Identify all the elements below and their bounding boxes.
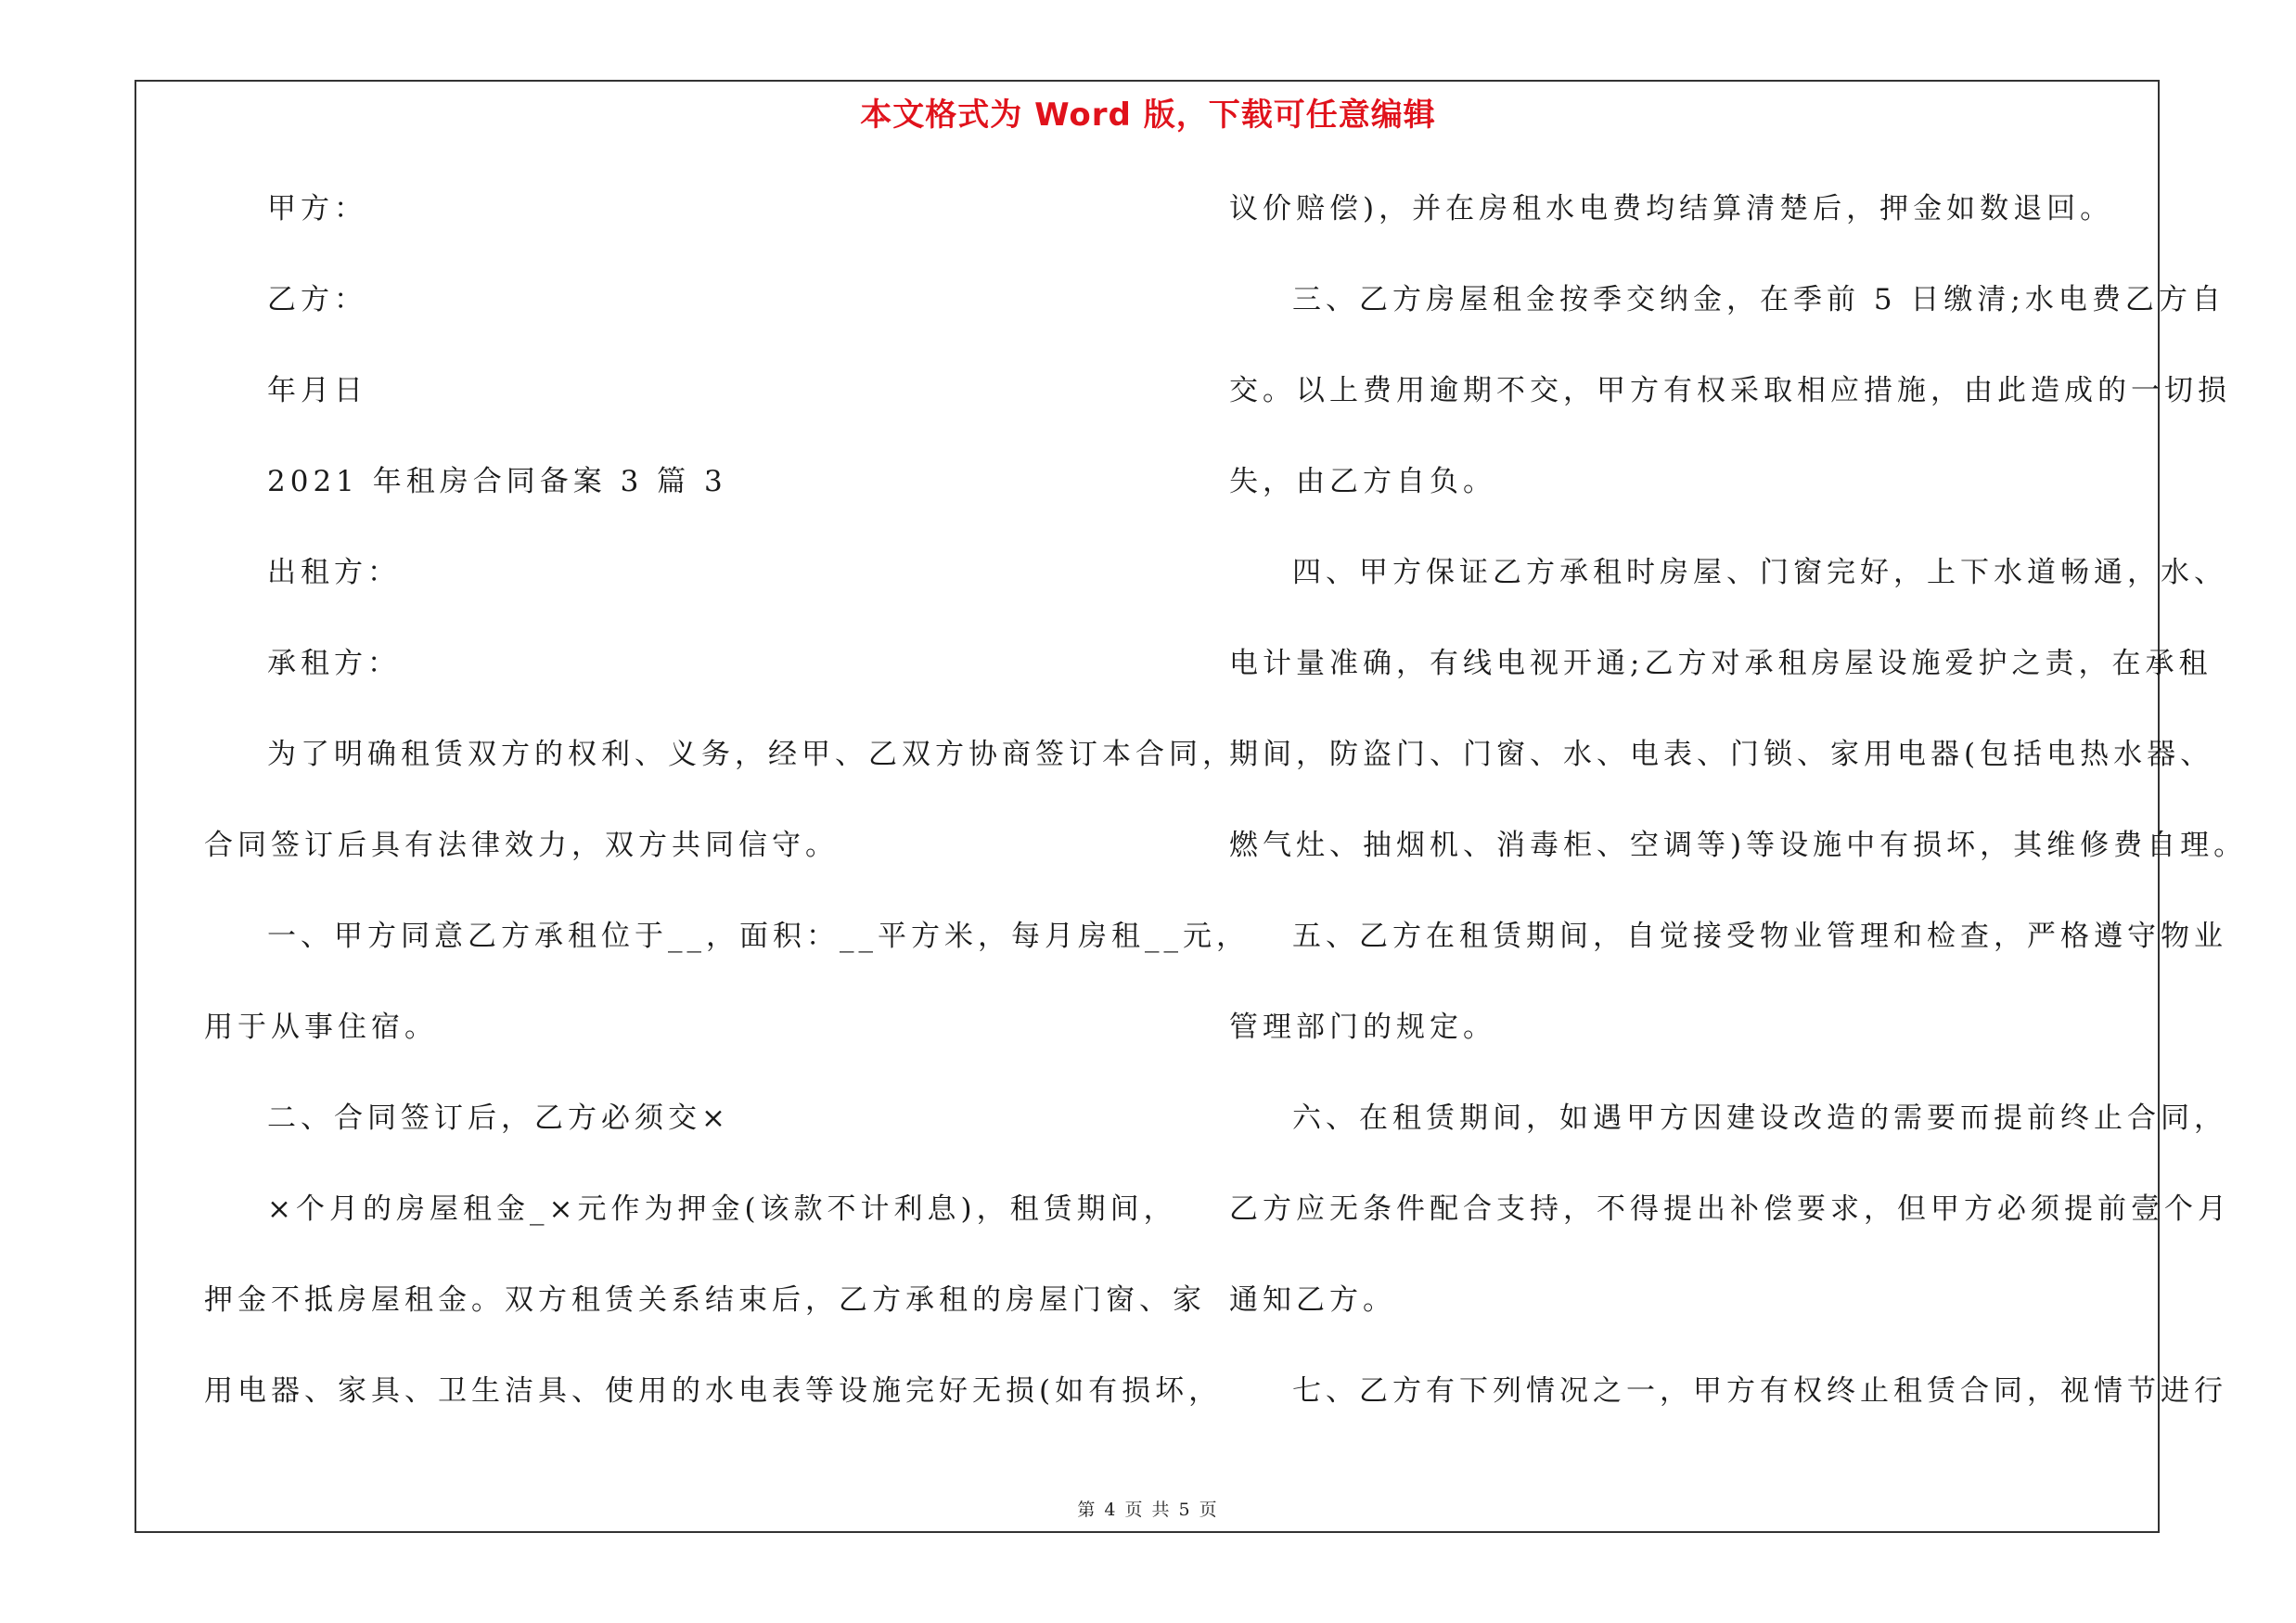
text-line: 七、乙方有下列情况之一，甲方有权终止租赁合同，视情节进行 bbox=[1292, 1374, 2227, 1408]
text-line: ×个月的房屋租金_×元作为押金(该款不计利息)，租赁期间， bbox=[267, 1192, 1177, 1226]
text-line: 四、甲方保证乙方承租时房屋、门窗完好，上下水道畅通，水、 bbox=[1292, 556, 2227, 589]
text-line: 失，由乙方自负。 bbox=[1229, 465, 1496, 498]
page-number: 第 4 页 共 5 页 bbox=[1077, 1500, 1219, 1520]
text-line: 六、在租赁期间，如遇甲方因建设改造的需要而提前终止合同， bbox=[1292, 1101, 2227, 1135]
text-line: 甲方： bbox=[267, 192, 367, 225]
header-banner: 本文格式为 Word 版，下载可任意编辑 bbox=[860, 97, 1436, 134]
text-line: 乙方： bbox=[267, 283, 367, 316]
text-line: 五、乙方在租赁期间，自觉接受物业管理和检查，严格遵守物业 bbox=[1292, 920, 2227, 953]
text-line: 用于从事住宿。 bbox=[204, 1011, 438, 1044]
text-line: 为了明确租赁双方的权利、义务，经甲、乙双方协商签订本合同， bbox=[267, 738, 1236, 771]
text-line: 电计量准确，有线电视开通;乙方对承租房屋设施爱护之责，在承租 bbox=[1229, 647, 2213, 680]
text-line: 燃气灶、抽烟机、消毒柜、空调等)等设施中有损坏，其维修费自理。 bbox=[1229, 829, 2248, 862]
text-line: 三、乙方房屋租金按季交纳金，在季前 5 日缴清;水电费乙方自 bbox=[1292, 283, 2225, 316]
text-line: 承租方： bbox=[267, 647, 401, 680]
text-line: 交。以上费用逾期不交，甲方有权采取相应措施，由此造成的一切损 bbox=[1229, 374, 2231, 407]
text-line: 乙方应无条件配合支持，不得提出补偿要求，但甲方必须提前壹个月 bbox=[1229, 1192, 2231, 1226]
right-column bbox=[1229, 186, 2248, 1459]
text-line: 管理部门的规定。 bbox=[1229, 1011, 1496, 1044]
text-line: 用电器、家具、卫生洁具、使用的水电表等设施完好无损(如有损坏， bbox=[204, 1374, 1223, 1408]
text-line: 年月日 bbox=[267, 374, 367, 407]
text-line: 押金不抵房屋租金。双方租赁关系结束后，乙方承租的房屋门窗、家 bbox=[204, 1283, 1206, 1317]
text-line: 二、合同签订后，乙方必须交× bbox=[267, 1101, 730, 1135]
text-line: 2021 年租房合同备案 3 篇 3 bbox=[267, 465, 727, 498]
text-line: 通知乙方。 bbox=[1229, 1283, 1396, 1317]
text-line: 合同签订后具有法律效力，双方共同信守。 bbox=[204, 829, 839, 862]
left-column bbox=[204, 186, 1250, 1459]
text-line: 议价赔偿)，并在房租水电费均结算清楚后，押金如数退回。 bbox=[1229, 192, 2114, 225]
text-line: 一、甲方同意乙方承租位于__，面积：__平方米，每月房租__元， bbox=[267, 920, 1250, 953]
text-line: 出租方： bbox=[267, 556, 401, 589]
text-line: 期间，防盗门、门窗、水、电表、门锁、家用电器(包括电热水器、 bbox=[1229, 738, 2214, 771]
